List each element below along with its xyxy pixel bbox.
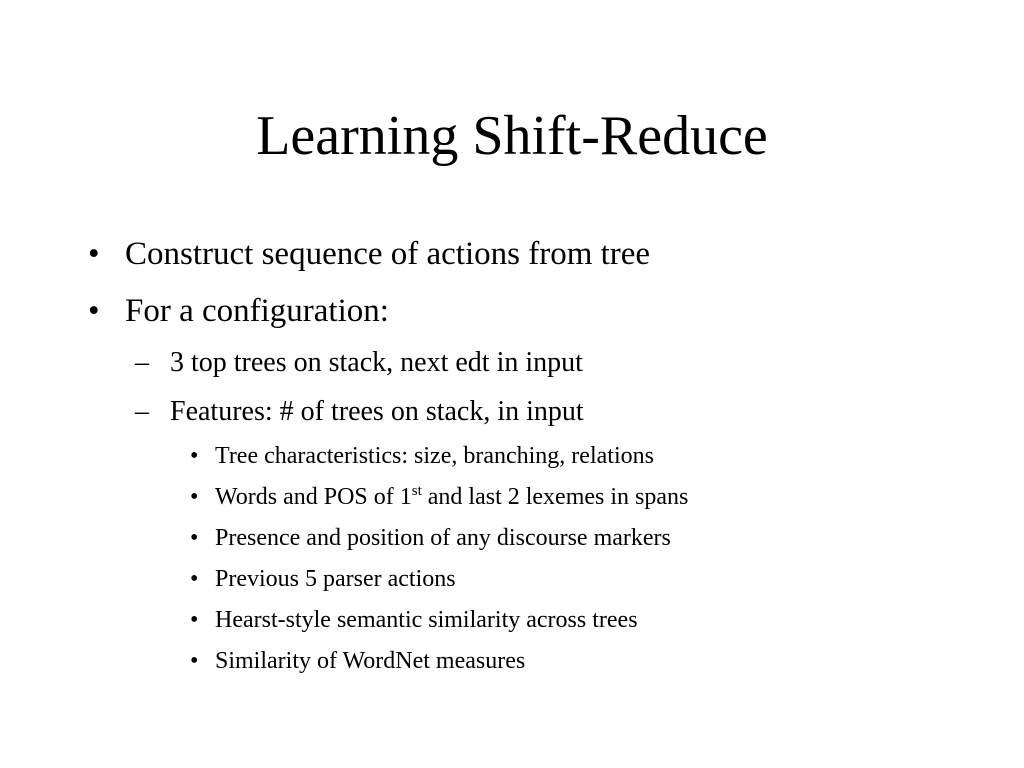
bullet-marker: •: [190, 648, 199, 674]
sub-sub-bullet-text: Hearst-style semantic similarity across trees: [215, 607, 638, 633]
slide-title: Learning Shift-Reduce: [256, 105, 768, 167]
superscript: st: [411, 483, 422, 499]
dash-marker: –: [135, 396, 149, 427]
bullet-marker: •: [88, 293, 100, 329]
sub-sub-bullet-text: Presence and position of any discourse markers: [215, 525, 671, 551]
bullet-marker: •: [190, 525, 199, 551]
bullet-text: Construct sequence of actions from tree: [125, 236, 651, 272]
bullet-marker: •: [190, 607, 199, 633]
bullet-marker: •: [88, 236, 100, 272]
bullet-marker: •: [190, 443, 199, 469]
dash-marker: –: [135, 347, 149, 378]
sub-sub-bullet-text: Similarity of WordNet measures: [215, 648, 526, 674]
text-after-superscript: and last 2 lexemes in spans: [421, 484, 689, 510]
sub-sub-bullet-text: Previous 5 parser actions: [215, 566, 456, 592]
sub-sub-bullet-text: [215, 482, 688, 512]
sub-sub-bullet-text: Tree characteristics: size, branching, relations: [215, 443, 654, 469]
bullet-marker: •: [190, 566, 199, 592]
bullet-text: For a configuration:: [125, 293, 389, 329]
bullet-marker: •: [190, 484, 199, 510]
sub-bullet-text: 3 top trees on stack, next edt in input: [170, 347, 583, 378]
text-before-superscript: Words and POS of 1: [215, 484, 412, 510]
sub-bullet-text: Features: # of trees on stack, in input: [170, 396, 584, 427]
